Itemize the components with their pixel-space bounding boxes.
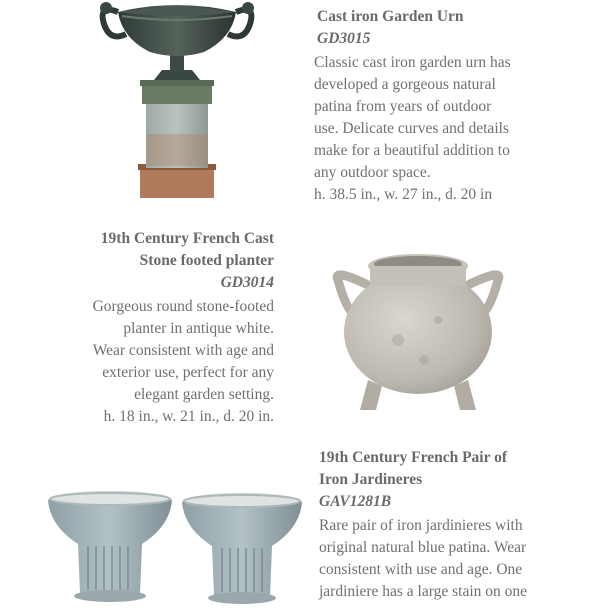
entry-title [319,447,557,491]
description-line: use. Delicate curves and details [314,120,509,137]
entry-dimensions: h. 38.5 in., w. 27 in., d. 20 in [314,186,493,203]
entry-title [60,228,274,272]
description-line: planter in antique white. [123,320,274,337]
entry-title-line: 19th Century French Pair of [319,449,507,466]
entry-code: GD3014 [220,274,274,291]
description-line: any outdoor space. [314,164,431,181]
description-line: jardiniere has a large stain on one [319,583,528,600]
description-line: make for a beautiful addition to [314,142,510,159]
catalog-entry-planter [60,228,274,428]
description-line: patina from years of outdoor [314,98,492,115]
entry-code: GAV1281B [319,493,392,510]
entry-description [314,52,546,184]
description-line: consistent with use and age. One [319,561,523,578]
entry-title [314,6,546,28]
description-line: elegant garden setting. [134,386,274,403]
urn-photo [92,0,262,200]
entry-dimensions: h. 18 in., w. 21 in., d. 20 in. [103,408,274,425]
description-line: developed a gorgeous natural [314,76,496,93]
entry-description [319,515,557,603]
description-line: exterior use, perfect for any [102,364,274,381]
description-line: Classic cast iron garden urn has [314,54,511,71]
entry-title-line: 19th Century French Cast [100,230,274,247]
catalog-entry-jardinieres [319,447,557,603]
entry-code: GD3015 [317,30,371,47]
description-line: Wear consistent with age and [92,342,274,359]
description-line: Gorgeous round stone-footed [92,298,274,315]
description-line: Rare pair of iron jardinieres with [319,517,523,534]
catalog-entry-urn [314,6,546,206]
description-line: original natural blue patina. Wear [319,539,527,556]
entry-title-line: Cast iron Garden Urn [317,8,464,25]
jardinieres-photo [40,486,304,606]
entry-title-line: Stone footed planter [139,252,274,269]
entry-title-line: Iron Jardineres [319,471,423,488]
stone-planter-photo [328,240,508,416]
entry-description [60,296,274,406]
